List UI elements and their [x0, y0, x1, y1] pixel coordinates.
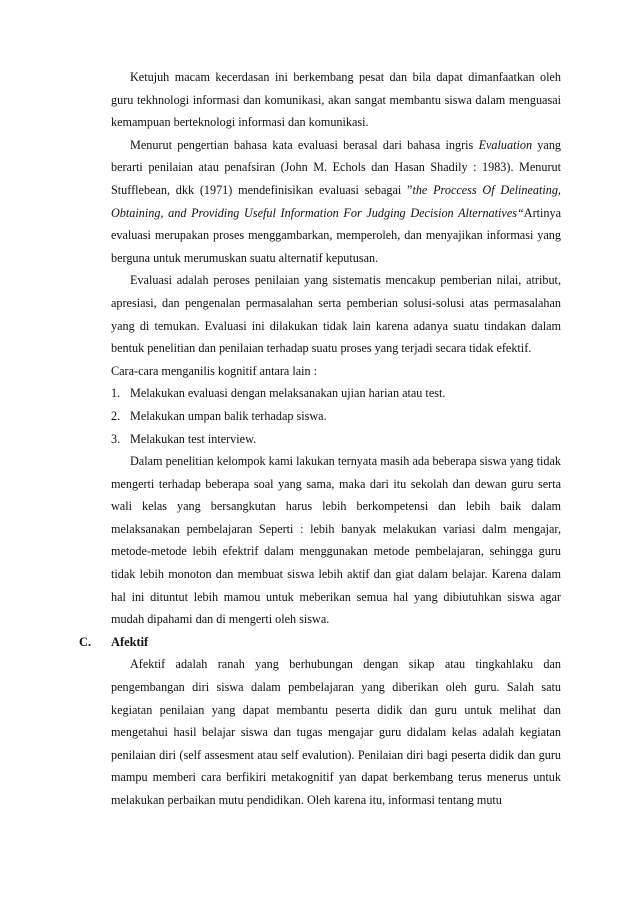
- list-item-text: Melakukan evaluasi dengan melaksanakan ujian harian atau test.: [130, 386, 446, 401]
- section-letter: C.: [79, 634, 92, 649]
- list-number: 2.: [111, 408, 121, 423]
- italic-quote-definition: the Proccess Of Delineating, Obtaining, and Providing Useful Information For Judging Decision Alternatives“: [111, 182, 561, 220]
- paragraph-list-intro: Cara-cara menganilis kognitif antara lain :: [111, 363, 318, 378]
- paragraph-afektif: Afektif adalah ranah yang berhubungan dengan sikap atau tingkahlaku dan pengembangan diri siswa dalam pembelajaran yang diberikan oleh guru. Salah satu kegiatan penilaian yang dapat membantu peserta didik dan guru untuk melihat dan mengetahui hasil belajar siswa dan tugas mengajar guru didalam kelas adalah kegiatan penilaian diri (self assesment atau self evalution). Penilaian diri bagi peserta didik dan guru mampu memberi cara berfikiri metakognitif yan dapat berkembang terus menerus untuk melakukan perbaikan mutu pendidikan. Oleh karena itu, informasi tentang mutu: [111, 657, 561, 807]
- list-item-text: Melakukan test interview.: [130, 431, 257, 446]
- text-run: Artinya evaluasi merupakan proses menggambarkan, memperoleh, dan menyajikan informasi yang berguna untuk merumuskan suatu alternatif keputusan.: [111, 205, 561, 265]
- list-item-text: Melakukan umpan balik terhadap siswa.: [130, 408, 327, 423]
- paragraph-penelitian: Dalam penelitian kelompok kami lakukan ternyata masih ada beberapa siswa yang tidak mengerti terhadap beberapa soal yang sama, maka dari itu sekolah dan dewan guru serta wali kelas yang bersangkutan harus lebih berkompetensi dan lebih baik dalam melaksanakan pembelajaran Seperti : lebih banyak melakukan variasi dalm mengajar, metode-metode lebih efektrif dalam menggunakan metode pembelajaran, sehingga guru tidak lebih monoton dan membuat siswa lebih aktif dan giat dalam belajar. Karena dalam hal ini dituntut lebih mamou untuk meberikan semua hal yang dibiutuhkan siswa agar mudah dipahami dan di mengerti oleh siswa.: [111, 454, 561, 627]
- paragraph-evaluasi-process: Evaluasi adalah peroses penilaian yang sistematis mencakup pemberian nilai, atribut, apresiasi, dan pengenalan permasalahan serta pemberian solusi-solusi atas permasalahan yang di temukan. Evaluasi ini dilakukan tidak lain karena adanya suatu tindakan dalam bentuk penelitian dan penilaian terhadap suatu proses yang terjadi secara tidak efektif.: [111, 273, 561, 356]
- section-title: Afektif: [111, 634, 149, 649]
- body-text: [79, 66, 562, 812]
- list-item: [111, 382, 561, 405]
- numbered-list: [111, 382, 561, 450]
- list-item: [111, 405, 561, 428]
- list-number: 1.: [111, 386, 121, 401]
- text-run: Menurut pengertian bahasa kata evaluasi berasal dari bahasa ingris: [130, 137, 479, 152]
- italic-term-evaluation: Evaluation: [478, 137, 533, 152]
- list-item: [111, 428, 561, 451]
- text-run: yang berarti penilaian atau penafsiran (John M. Echols dan Hasan Shadily : 1983). Menurut Stufflebean, dkk (1971) mendefinisikan evaluasi sebagai ”: [111, 137, 562, 197]
- paragraph-kecerdasan: Ketujuh macam kecerdasan ini berkembang pesat dan bila dapat dimanfaatkan oleh guru tekhnologi informasi dan komunikasi, akan sangat membantu siswa dalam menguasai kemampuan berteknologi informasi dan komunikasi.: [111, 70, 561, 130]
- list-number: 3.: [111, 431, 121, 446]
- section-heading-afektif: [79, 631, 561, 654]
- paragraph-evaluasi-definition: [111, 134, 561, 270]
